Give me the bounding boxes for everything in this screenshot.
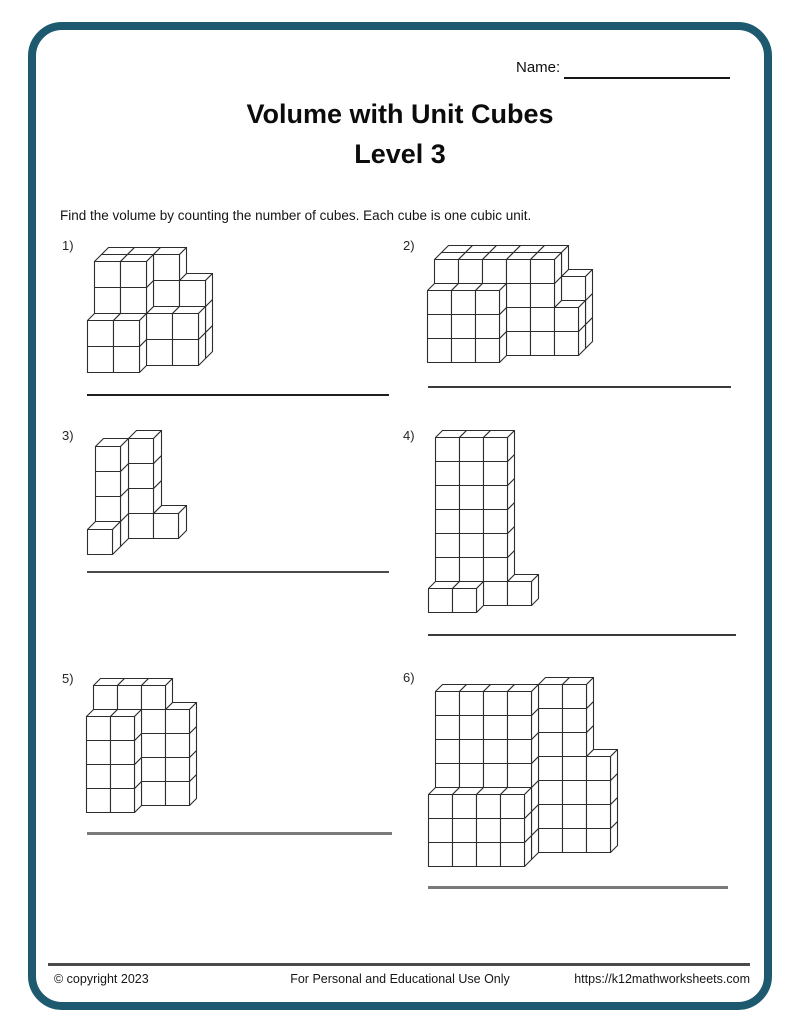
problem-3-answer-line (87, 571, 389, 573)
problem-2-answer-line (428, 386, 731, 388)
problem-1-number: 1) (62, 238, 74, 253)
problem-4-cube-figure (427, 429, 540, 614)
name-blank-line (564, 77, 730, 79)
footer-divider (48, 963, 750, 966)
problem-2-cube-figure (426, 244, 594, 364)
problem-5-cube-figure (85, 677, 198, 814)
problem-1-answer-line (87, 394, 389, 396)
problem-5-answer-line (87, 832, 392, 835)
problem-4-number: 4) (403, 428, 415, 443)
problem-2-number: 2) (403, 238, 415, 253)
problem-5-number: 5) (62, 671, 74, 686)
problem-1-cube-figure (86, 246, 214, 374)
problem-6-cube-figure (427, 676, 619, 868)
worksheet-title: Volume with Unit Cubes (246, 99, 554, 129)
instructions-text: Find the volume by counting the number of cubes. Each cube is one cubic unit. (60, 208, 532, 223)
problem-6-number: 6) (403, 670, 415, 685)
name-label: Name: (516, 59, 561, 76)
footer-website: https://k12mathworksheets.com (574, 972, 750, 986)
worksheet-subtitle: Level 3 (354, 139, 446, 169)
footer-usage: For Personal and Educational Use Only (290, 972, 510, 986)
problem-3-cube-figure (86, 429, 188, 556)
problem-6-answer-line (428, 886, 728, 889)
footer-copyright: © copyright 2023 (54, 972, 149, 986)
problem-4-answer-line (428, 634, 736, 636)
problem-3-number: 3) (62, 428, 74, 443)
